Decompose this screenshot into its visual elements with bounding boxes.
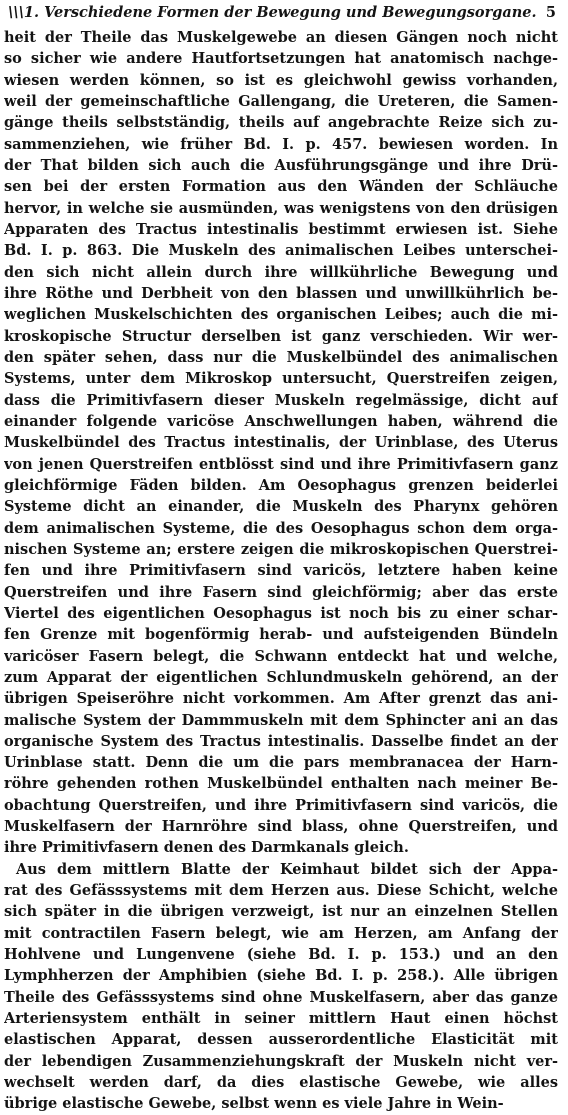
text-line: nischen Systeme an; erstere zeigen die mikroskopischen Querstrei- xyxy=(4,540,558,558)
text-line: so sicher wie andere Hautfortsetzungen hat anatomisch nachge- xyxy=(4,50,558,68)
text-line: übrige elastische Gewebe, selbst wenn es viele Jahre in Wein- xyxy=(4,1095,504,1113)
text-line: Systeme dicht an einander, die Muskeln des Pharynx gehören xyxy=(4,498,558,516)
text-line: übrigen Speiseröhre nicht vorkommen. Am After grenzt das ani- xyxy=(4,690,558,708)
text-line: fen Grenze mit bogenförmig herab- und aufsteigenden Bündeln xyxy=(4,626,558,644)
text-line: varicöser Fasern belegt, die Schwann entdeckt hat und welche, xyxy=(4,647,558,665)
text-line: den später sehen, dass nur die Muskelbündel des animalischen xyxy=(4,348,558,366)
text-line: sen bei der ersten Formation aus den Wänden der Schläuche xyxy=(4,178,558,196)
text-line: Apparaten des Tractus intestinalis bestimmt erwiesen ist. Siehe xyxy=(4,220,558,238)
text-line: sich später in die übrigen verzweigt, ist nur an einzelnen Stellen xyxy=(4,903,558,921)
text-line: von jenen Querstreifen entblösst sind und ihre Primitivfasern ganz xyxy=(4,455,558,473)
text-line: Hohlvene und Lungenvene (siehe Bd. I. p. 153.) und an den xyxy=(4,946,558,964)
text-line: ihre Primitivfasern denen des Darmkanals gleich. xyxy=(4,839,409,857)
text-line: zum Apparat der eigentlichen Schlundmuskeln gehörend, an der xyxy=(4,668,558,686)
text-line: mit contractilen Fasern belegt, wie am Herzen, am Anfang der xyxy=(4,924,558,942)
text-line: Muskelfasern der Harnröhre sind blass, ohne Querstreifen, und xyxy=(4,818,558,836)
text-line: den sich nicht allein durch ihre willkührliche Bewegung und xyxy=(4,263,558,281)
text-line: sammenziehen, wie früher Bd. I. p. 457. bewiesen worden. In xyxy=(4,135,558,153)
text-line: elastischen Apparat, dessen ausserordentliche Elasticität mit xyxy=(4,1031,558,1049)
text-line: gänge theils selbstständig, theils auf angebrachte Reize sich zu- xyxy=(4,114,558,132)
text-line: dass die Primitivfasern dieser Muskeln regelmässige, dicht auf xyxy=(4,391,558,409)
text-line: obachtung Querstreifen, und ihre Primitivfasern sind varicös, die xyxy=(4,796,558,814)
text-line: rat des Gefässsystems mit dem Herzen aus. Diese Schicht, welche xyxy=(4,882,558,900)
text-line: Systems, unter dem Mikroskop untersucht, Querstreifen zeigen, xyxy=(4,370,558,388)
text-line: dem animalischen Systeme, die des Oesophagus schon dem orga- xyxy=(4,519,558,537)
text-line: Aus dem mittlern Blatte der Keimhaut bildet sich der Appa- xyxy=(16,860,558,878)
text-line: der lebendigen Zusammenziehungskraft der Muskeln nicht ver- xyxy=(4,1052,558,1070)
text-line: Bd. I. p. 863. Die Muskeln des animalischen Leibes unterschei- xyxy=(4,242,558,260)
text-line: hervor, in welche sie ausmünden, was wenigstens von den drüsigen xyxy=(4,199,558,217)
text-line: der That bilden sich auch die Ausführungsgänge und ihre Drü- xyxy=(4,156,558,174)
text-line: einander folgende varicöse Anschwellungen haben, während die xyxy=(4,412,558,430)
text-line: Viertel des eigentlichen Oesophagus ist noch bis zu einer schar- xyxy=(4,604,558,622)
page-number: 5 xyxy=(545,4,556,21)
text-line: fen und ihre Primitivfasern sind varicös, letztere haben keine xyxy=(4,562,558,580)
text-line: gleichförmige Fäden bilden. Am Oesophagus grenzen beiderlei xyxy=(4,476,558,494)
text-line: weglichen Muskelschichten des organischen Leibes; auch die mi- xyxy=(4,306,558,324)
text-line: Querstreifen und ihre Fasern sind gleichförmig; aber das erste xyxy=(4,583,558,601)
paragraph xyxy=(4,859,558,1115)
text-line: röhre gehenden rothen Muskelbündel enthalten nach meiner Be- xyxy=(4,775,558,793)
text-line: malische System der Dammmuskeln mit dem Sphincter ani an das xyxy=(4,711,558,729)
text-line: Urinblase statt. Denn die um die pars membranacea der Harn- xyxy=(4,754,558,772)
text-line: ihre Röthe und Derbheit von den blassen und unwillkührlich be- xyxy=(4,284,558,302)
text-line: Muskelbündel des Tractus intestinalis, der Urinblase, des Uterus xyxy=(4,434,558,452)
text-line: wechselt werden darf, da dies elastische Gewebe, wie alles xyxy=(4,1074,558,1092)
running-title: \\\1. Verschiedene Formen der Bewegung und Bewegungsorgane. xyxy=(8,4,537,21)
body-text xyxy=(4,27,558,1115)
text-line: weil der gemeinschaftliche Gallengang, die Ureteren, die Samen- xyxy=(4,92,558,110)
text-line: Theile des Gefässsystems sind ohne Muskelfasern, aber das ganze xyxy=(4,988,558,1006)
text-line: Arteriensystem enthält in seiner mittlern Haut einen höchst xyxy=(4,1010,558,1028)
paragraph xyxy=(4,27,558,859)
text-line: heit der Theile das Muskelgewebe an diesen Gängen noch nicht xyxy=(4,29,558,46)
text-line: Lymphherzen der Amphibien (siehe Bd. I. p. 258.). Alle übrigen xyxy=(4,967,558,985)
text-line: wiesen werden können, so ist es gleichwohl gewiss vorhanden, xyxy=(4,71,558,89)
page-header xyxy=(8,4,556,26)
text-line: organische System des Tractus intestinalis. Dasselbe findet an der xyxy=(4,732,558,750)
text-line: kroskopische Structur derselben ist ganz verschieden. Wir wer- xyxy=(4,327,558,345)
